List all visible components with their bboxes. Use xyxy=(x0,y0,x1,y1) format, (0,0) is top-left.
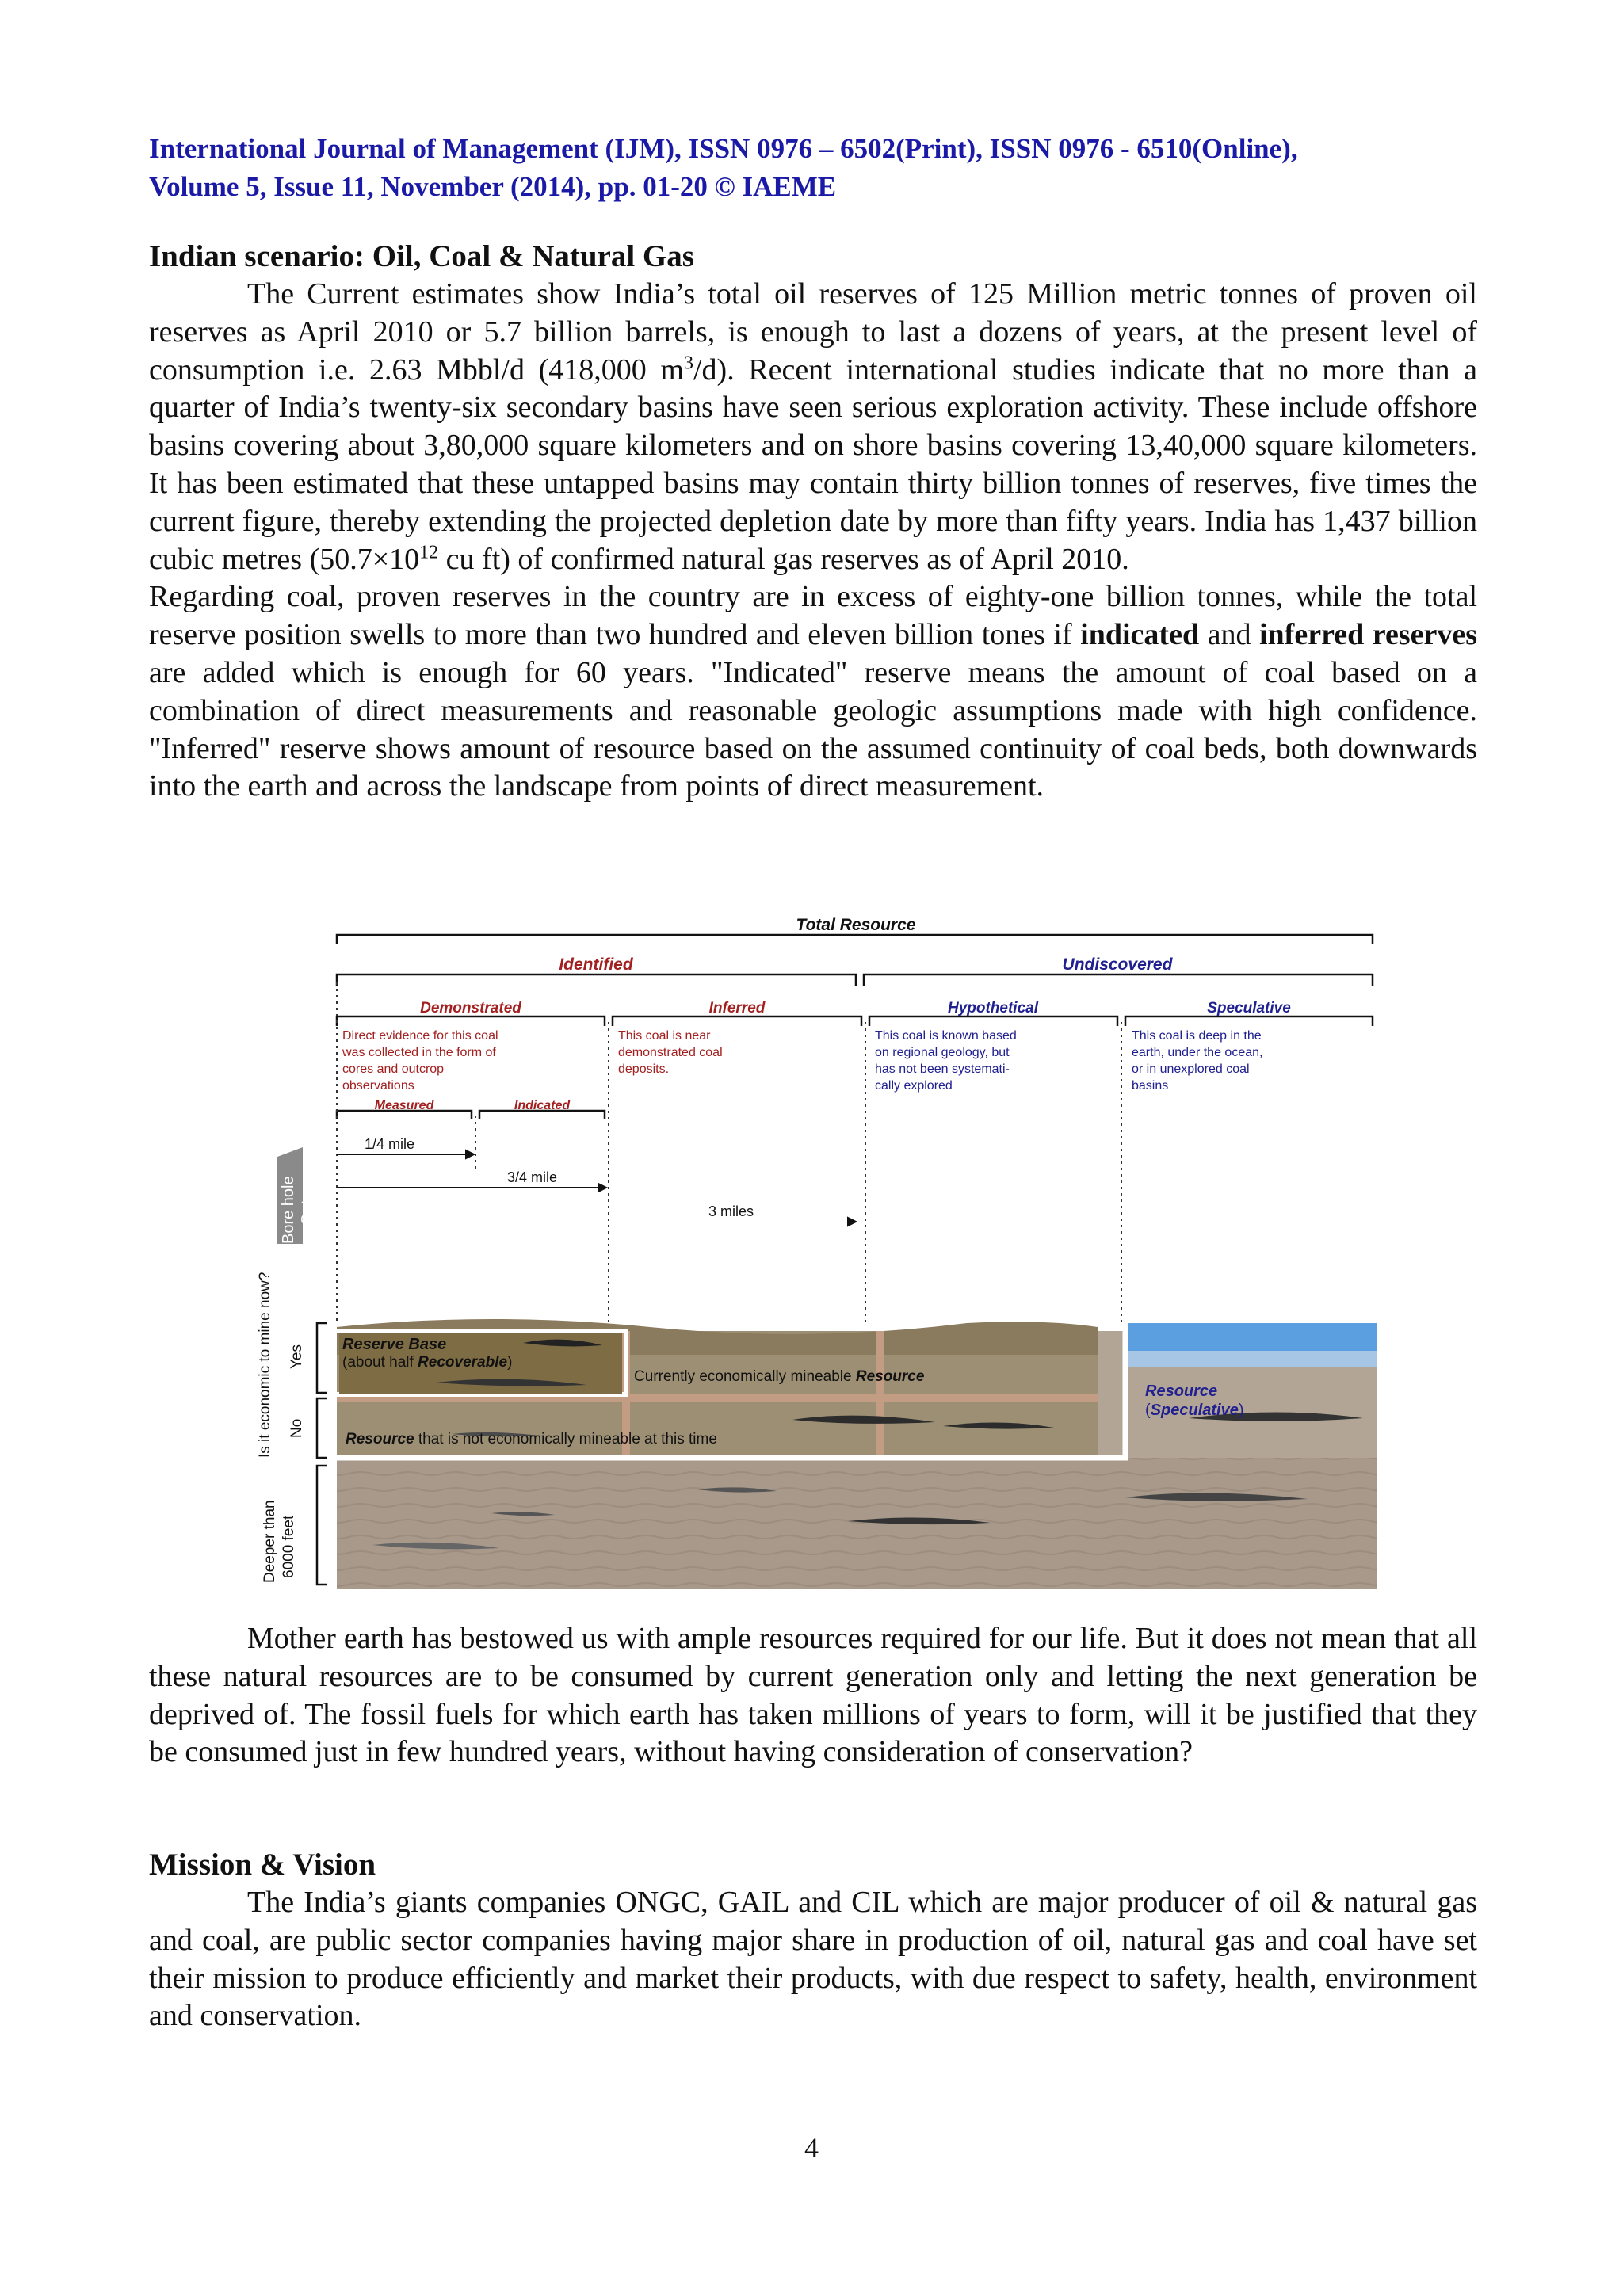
label-total-resource: Total Resource xyxy=(796,916,916,934)
description-line: or in unexplored coal xyxy=(1132,1062,1250,1076)
label-deeper-line-2: 6000 feet xyxy=(281,1515,297,1578)
label-currently-mineable xyxy=(634,1368,925,1385)
description-line: demonstrated coal xyxy=(618,1046,723,1059)
label-three-quarter-mile: 3/4 mile xyxy=(507,1169,558,1185)
section-indian-scenario xyxy=(149,238,1477,806)
label-deeper-line-1: Deeper than xyxy=(262,1500,278,1583)
text-run: Regarding coal, proven reserves in the country are in excess of eighty-one billion tonnes, while the total reserve position swells to more than two hundred and eleven billion tones if xyxy=(149,580,1477,652)
label-or-outcrop: or Outcrop xyxy=(299,1169,316,1244)
text-run: ) xyxy=(1238,1402,1244,1419)
distance-arrows xyxy=(337,1150,856,1226)
text-run: Recoverable xyxy=(418,1354,508,1371)
description-line: was collected in the form of xyxy=(342,1046,496,1059)
paragraph-mother-earth: Mother earth has bestowed us with ample resources required for our life. But it does not mean that all these natural resources are to be consumed by current generation only and letting the next generation be deprived of. The fossil fuels for which earth has taken millions of years to form, will it be justified that they be consumed just in few hundred years, without having consideration of conservation? xyxy=(149,1622,1477,1769)
description-line: deposits. xyxy=(618,1062,670,1076)
label-measured: Measured xyxy=(374,1099,434,1112)
journal-header-line-2: Volume 5, Issue 11, November (2014), pp. 01-20 © IAEME xyxy=(149,171,837,202)
text-run: Currently economically mineable xyxy=(634,1368,856,1385)
text-run: Resource xyxy=(346,1431,414,1447)
label-indicated: Indicated xyxy=(514,1099,571,1112)
label-economic-question: Is it economic to mine now? xyxy=(257,1272,273,1458)
description-line: cores and outcrop xyxy=(342,1062,445,1076)
paragraph-mission: The India’s giants companies ONGC, GAIL and CIL which are major producer of oil & natural gas and coal, are public sector companies having major share in production of oil, natural gas and coal have set their mission to produce efficiently and market their products, with due respect to safety, health, environment and conservation. xyxy=(149,1886,1477,2033)
page-number: 4 xyxy=(804,2132,819,2164)
label-three-miles: 3 miles xyxy=(708,1203,754,1219)
journal-header xyxy=(149,130,1477,206)
label-yes: Yes xyxy=(288,1344,305,1369)
bold-term-indicated: indicated xyxy=(1080,618,1200,652)
inferred-description xyxy=(618,1029,723,1076)
label-reserve-base: Reserve Base xyxy=(342,1336,447,1353)
description-line: This coal is known based xyxy=(875,1029,1017,1043)
description-line: has not been systemati- xyxy=(875,1062,1010,1076)
section-mission-vision xyxy=(149,1846,1477,2035)
description-line: observations xyxy=(342,1079,414,1093)
text-run: Speculative xyxy=(1150,1402,1239,1419)
label-reserve-base-note xyxy=(342,1354,512,1371)
text-run: that is not economically mineable at this time xyxy=(414,1431,717,1447)
label-speculative-note xyxy=(1145,1402,1244,1419)
bold-term-inferred: inferred reserves xyxy=(1258,618,1477,652)
description-line: This coal is deep in the xyxy=(1132,1029,1262,1043)
label-resource-not-economic xyxy=(346,1431,717,1447)
text-run: and xyxy=(1199,618,1259,652)
hypothetical-description xyxy=(875,1029,1017,1093)
text-run: are added which is enough for 60 years. "Indicated" reserve means the amount of coal based on a combination of direct measurements and reasonable geologic assumptions made with high confidence. "Inferred" reserve shows amount of resource based on the assumed continuity of coal beds, both downwards into the earth and across the landscape from points of direct measurement. xyxy=(149,655,1477,803)
text-run: (about half xyxy=(342,1354,418,1371)
text-run: ( xyxy=(1145,1402,1151,1419)
label-no: No xyxy=(288,1418,305,1438)
journal-header-line-1: International Journal of Management (IJM), ISSN 0976 – 6502(Print), ISSN 0976 - 6510(Online), xyxy=(149,133,1298,164)
coal-resource-classification-figure xyxy=(254,911,1379,1589)
paragraph-oil-gas xyxy=(149,276,1477,578)
description-line: This coal is near xyxy=(618,1029,711,1043)
demonstrated-description xyxy=(342,1029,498,1093)
superscript: 12 xyxy=(419,541,439,563)
text-run: Resource xyxy=(855,1368,925,1385)
text-run: cu ft) of confirmed natural gas reserves as of April 2010. xyxy=(438,542,1129,576)
label-undiscovered: Undiscovered xyxy=(1062,955,1173,974)
label-bore-hole: Bore hole xyxy=(280,1176,297,1244)
speculative-description xyxy=(1132,1029,1262,1093)
description-line: Direct evidence for this coal xyxy=(342,1029,498,1043)
description-line: on regional geology, but xyxy=(875,1046,1010,1059)
description-line: earth, under the ocean, xyxy=(1132,1046,1263,1059)
label-quarter-mile: 1/4 mile xyxy=(365,1136,415,1152)
paragraph-coal xyxy=(149,578,1477,806)
label-inferred: Inferred xyxy=(708,1000,766,1016)
label-identified: Identified xyxy=(559,955,633,974)
section-heading-indian-scenario: Indian scenario: Oil, Coal & Natural Gas xyxy=(149,239,694,273)
label-resource-speculative: Resource xyxy=(1145,1383,1218,1400)
text-run: ) xyxy=(507,1354,513,1371)
superscript: 3 xyxy=(683,352,693,373)
text-run: The Current estimates show India’s total oil reserves of 125 Million metric tonnes of proven oil reserves as April 2010 or 5.7 billion barrels, is enough to last a dozens of years, at the present level of consumption i.e. 2.63 Mbbl/d (418,000 m xyxy=(149,277,1477,387)
label-speculative: Speculative xyxy=(1207,1000,1291,1016)
label-demonstrated: Demonstrated xyxy=(420,1000,521,1016)
label-hypothetical: Hypothetical xyxy=(947,1000,1039,1016)
text-run: /d). Recent international studies indicate that no more than a quarter of India’s twenty-six secondary basins have seen serious exploration activity. These include offshore basins covering about 3,80,000 square kilometers and on shore basins covering 13,40,000 square kilometers. It has been estimated that these untapped basins may contain thirty billion tonnes of reserves, five times the current figure, thereby extending the projected depletion date by more than fifty years. India has 1,437 billion cubic metres (50.7×10 xyxy=(149,353,1478,576)
description-line: cally explored xyxy=(875,1079,953,1093)
section-heading-mission-vision: Mission & Vision xyxy=(149,1848,376,1882)
description-line: basins xyxy=(1132,1079,1169,1093)
